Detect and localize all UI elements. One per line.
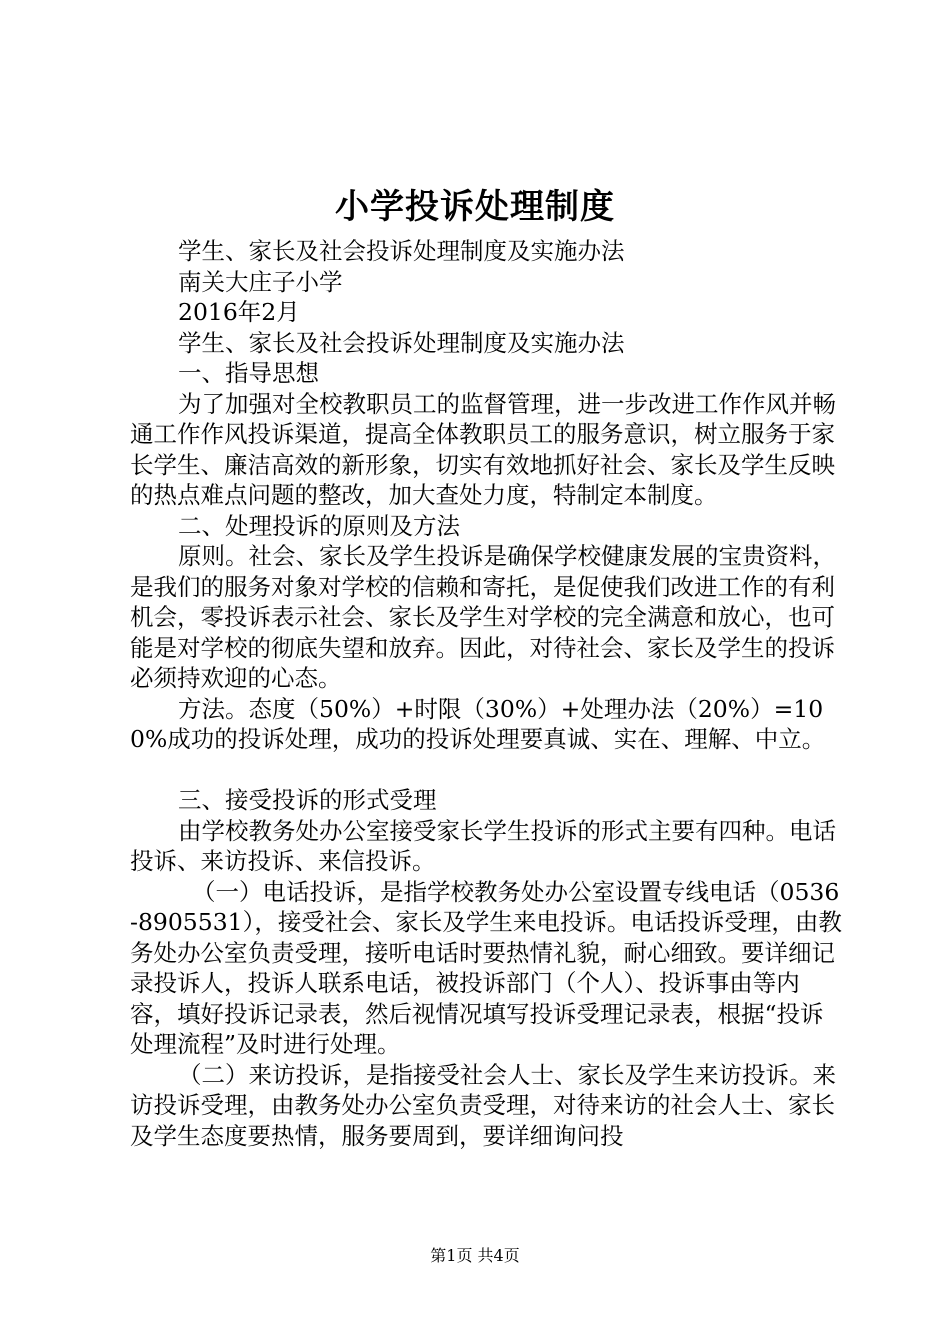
section-2-heading: 二、处理投诉的原则及方法 bbox=[178, 511, 460, 540]
blank-line bbox=[130, 755, 842, 786]
subtitle-repeat: 学生、家长及社会投诉处理制度及实施办法 bbox=[178, 328, 625, 357]
document-body bbox=[130, 236, 842, 1151]
section-3-item-2-paragraph: （二）来访投诉，是指接受社会人士、家长及学生来访投诉。来访投诉受理，由教务处办公室负责受理，对待来访的社会人士、家长及学生态度要热情，服务要周到，要详细询问投 bbox=[130, 1060, 836, 1150]
page-footer: 第1页 共4页 bbox=[430, 1246, 520, 1265]
school-name: 南关大庄子小学 bbox=[178, 267, 343, 296]
section-2-principle-paragraph: 原则。社会、家长及学生投诉是确保学校健康发展的宝贵资料，是我们的服务对象对学校的信赖和寄托，是促使我们改进工作的有利机会，零投诉表示社会、家长及学生对学校的完全满意和放心，也可能是对学校的彻底失望和放弃。因此，对待社会、家长及学生的投诉必须持欢迎的心态。 bbox=[130, 542, 836, 692]
section-3-heading: 三、接受投诉的形式受理 bbox=[178, 786, 437, 814]
section-1-paragraph: 为了加强对全校教职员工的监督管理，进一步改进工作作风并畅通工作作风投诉渠道，提高全体教职员工的服务意识，树立服务于家长学生、廉洁高效的新形象，切实有效地抓好社会、家长及学生反映的热点难点问题的整改，加大查处力度，特制定本制度。 bbox=[130, 389, 836, 509]
section-1-heading: 一、指导思想 bbox=[178, 359, 319, 387]
section-2-method-paragraph: 方法。态度（50%）+时限（30%）+处理办法（20%）=100%成功的投诉处理，成功的投诉处理要真诚、实在、理解、中立。 bbox=[130, 694, 826, 753]
section-3-intro-paragraph: 由学校教务处办公室接受家长学生投诉的形式主要有四种。电话投诉、来访投诉、来信投诉。 bbox=[130, 816, 836, 875]
subtitle: 学生、家长及社会投诉处理制度及实施办法 bbox=[178, 237, 625, 265]
document-date: 2016年2月 bbox=[178, 298, 300, 326]
section-3-item-1-paragraph: （一）电话投诉，是指学校教务处办公室设置专线电话（0536-8905531），接受社会、家长及学生来电投诉。电话投诉受理，由教务处办公室负责受理，接听电话时要热情礼貌，耐心细致。要详细记录投诉人，投诉人联系电话，被投诉部门（个人）、投诉事由等内容，填好投诉记录表，然后视情况填写投诉受理记录表，根据“投诉处理流程”及时进行处理。 bbox=[130, 877, 842, 1058]
document-title: 小学投诉处理制度 bbox=[335, 187, 615, 227]
